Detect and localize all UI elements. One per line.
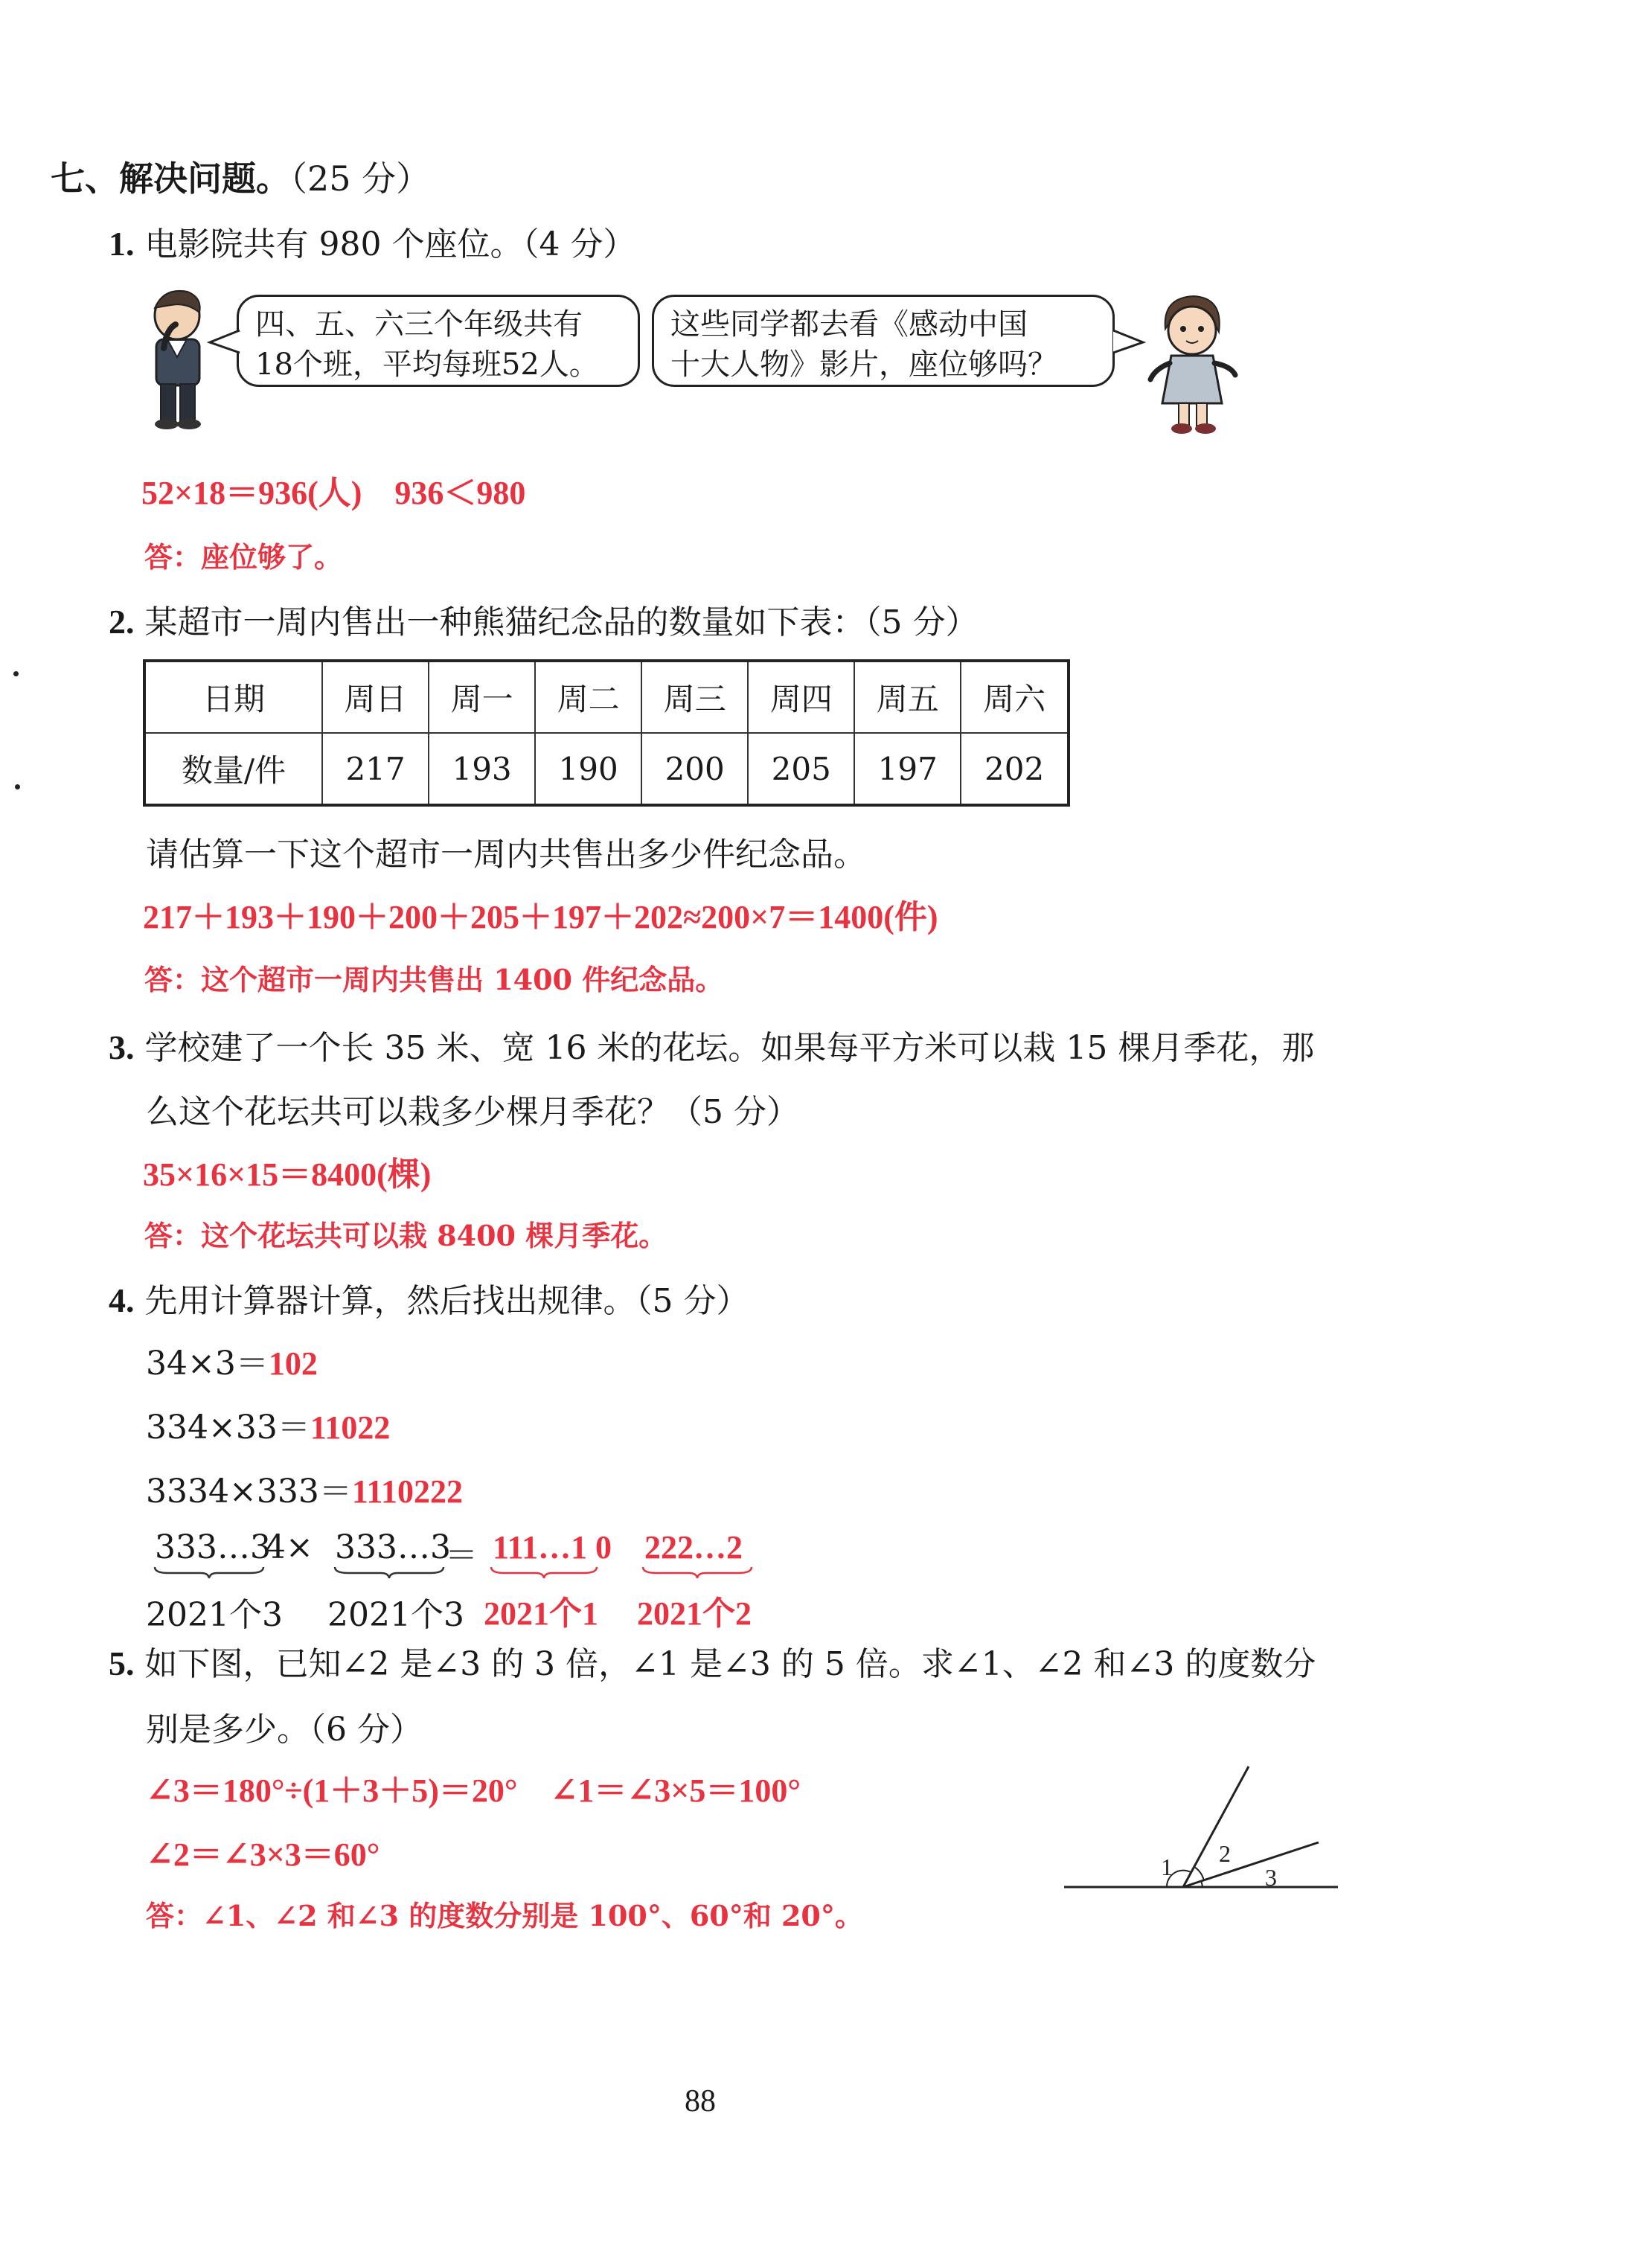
angle-label-2: 2 — [1219, 1840, 1231, 1867]
q2-calculation: 217＋193＋190＋200＋205＋197＋202≈200×7＝1400(件) — [143, 899, 938, 935]
table-cell: 202 — [961, 733, 1069, 805]
q4-pattern-b: 333…3 — [335, 1528, 451, 1566]
table-row — [144, 661, 1069, 733]
underbrace-r1 — [490, 1566, 598, 1579]
q4-row-1 — [146, 1336, 318, 1384]
question-5-line2: 别是多少。（6 分） — [146, 1711, 423, 1749]
bubble-left-line1: 四、五、六三个年级共有 — [255, 307, 583, 342]
table-header-cell: 周三 — [641, 661, 748, 733]
bubble-right-line2: 十大人物》影片，座位够吗？ — [670, 347, 1057, 382]
question-text-line1: 如下图，已知∠2 是∠3 的 3 倍，∠1 是∠3 的 5 倍。求∠1、∠2 和∠3 的度数分 — [144, 1645, 1316, 1683]
q4-result: 11022 — [310, 1409, 391, 1446]
question-number: 2. — [109, 603, 135, 641]
underbrace-b — [333, 1566, 445, 1579]
question-2 — [109, 595, 978, 643]
question-4 — [109, 1274, 749, 1322]
table-cell: 200 — [641, 733, 748, 805]
table-cell: 193 — [429, 733, 535, 805]
q4-pattern-r2: 222…2 — [644, 1529, 743, 1566]
section-title-text: 七、解决问题。 — [51, 158, 290, 199]
q1-calculation: 52×18＝936(人) 936＜980 — [141, 475, 526, 511]
question-3 — [109, 1021, 1314, 1069]
underbrace-a — [153, 1566, 265, 1579]
q4-pattern-r1: 111…1 — [493, 1529, 588, 1566]
bubble-right-line1: 这些同学都去看《感动中国 — [670, 307, 1028, 342]
table-cell: 数量/件 — [144, 733, 322, 805]
question-text-line1: 学校建了一个长 35 米、宽 16 米的花坛。如果每平方米可以栽 15 棵月季花，那 — [144, 1029, 1315, 1067]
q4-pattern-eq: ＝ — [445, 1537, 478, 1575]
table-header-cell: 周四 — [748, 661, 854, 733]
question-text: 某超市一周内售出一种熊猫纪念品的数量如下表：（5 分） — [144, 603, 979, 641]
q4-label-r2: 2021个2 — [637, 1595, 752, 1632]
q4-label-b: 2021个3 — [327, 1596, 464, 1634]
question-5 — [109, 1637, 1316, 1685]
table-header-cell: 周六 — [961, 661, 1069, 733]
table-cell: 217 — [322, 733, 429, 805]
bubble-left-tail — [207, 327, 241, 357]
bubble-right-tail — [1112, 327, 1146, 357]
bubble-left-line2: 18个班，平均每班52人。 — [255, 347, 599, 382]
question-number: 4. — [109, 1281, 135, 1319]
margin-dot — [15, 784, 20, 789]
question-text: 先用计算器计算，然后找出规律。（5 分） — [144, 1282, 749, 1320]
question-1 — [109, 217, 635, 265]
girl-illustration — [1144, 292, 1241, 438]
q4-label-a: 2021个3 — [146, 1596, 283, 1634]
q1-answer: 答：座位够了。 — [144, 540, 343, 574]
question-3-line2: 么这个花坛共可以栽多少棵月季花？（5 分） — [146, 1093, 799, 1131]
q4-expression: 3334×333＝ — [146, 1473, 352, 1511]
table-header-cell: 周一 — [429, 661, 535, 733]
q3-answer: 答：这个花坛共可以栽 8400 棵月季花。 — [144, 1219, 667, 1252]
angle-label-3: 3 — [1265, 1864, 1277, 1891]
q5-answer: 答：∠1、∠2 和∠3 的度数分别是 100°、60°和 20°。 — [146, 1899, 863, 1932]
q4-expression: 34×3＝ — [146, 1345, 269, 1383]
table-header-cell: 周日 — [322, 661, 429, 733]
table-header-cell: 日期 — [144, 661, 322, 733]
angle-diagram — [1057, 1756, 1347, 1897]
underbrace-r2 — [641, 1566, 753, 1579]
q4-result: 1110222 — [351, 1473, 463, 1510]
table-cell: 205 — [748, 733, 854, 805]
table-cell: 190 — [535, 733, 641, 805]
margin-dot — [13, 671, 19, 676]
speech-bubble-right — [652, 295, 1115, 387]
table-header-cell: 周二 — [535, 661, 641, 733]
q4-label-r1: 2021个1 — [484, 1595, 598, 1632]
q4-pattern-mid: 4× — [265, 1528, 313, 1566]
table-header-cell: 周五 — [854, 661, 961, 733]
sales-table — [143, 659, 1070, 807]
q4-result: 102 — [268, 1345, 318, 1382]
table-row — [144, 733, 1069, 805]
page-number: 88 — [685, 2084, 716, 2118]
question-number: 1. — [109, 225, 135, 263]
q2-prompt: 请估算一下这个超市一周内共售出多少件纪念品。 — [146, 836, 866, 874]
angle-label-1: 1 — [1161, 1854, 1173, 1880]
q5-calculation-line1: ∠3＝180°÷(1＋3＋5)＝20° ∠1＝∠3×5＝100° — [146, 1772, 801, 1809]
question-number: 3. — [109, 1028, 135, 1066]
question-number: 5. — [109, 1644, 135, 1682]
speech-bubble-left — [237, 295, 640, 387]
question-text: 电影院共有 980 个座位。（4 分） — [144, 225, 636, 263]
q4-row-2 — [146, 1400, 390, 1448]
q4-pattern-a: 333…3 — [155, 1528, 271, 1566]
q2-answer: 答：这个超市一周内共售出 1400 件纪念品。 — [144, 963, 724, 996]
q4-expression: 334×33＝ — [146, 1409, 310, 1447]
q5-calculation-line2: ∠2＝∠3×3＝60° — [146, 1836, 380, 1873]
q3-calculation: 35×16×15＝8400(棵) — [143, 1156, 432, 1193]
section-points: （25 分） — [290, 158, 431, 199]
boy-illustration — [134, 286, 223, 432]
table-cell: 197 — [854, 733, 961, 805]
q4-row-3 — [146, 1464, 463, 1512]
section-title — [51, 152, 430, 201]
q4-pattern-r-mid: 0 — [595, 1529, 612, 1566]
